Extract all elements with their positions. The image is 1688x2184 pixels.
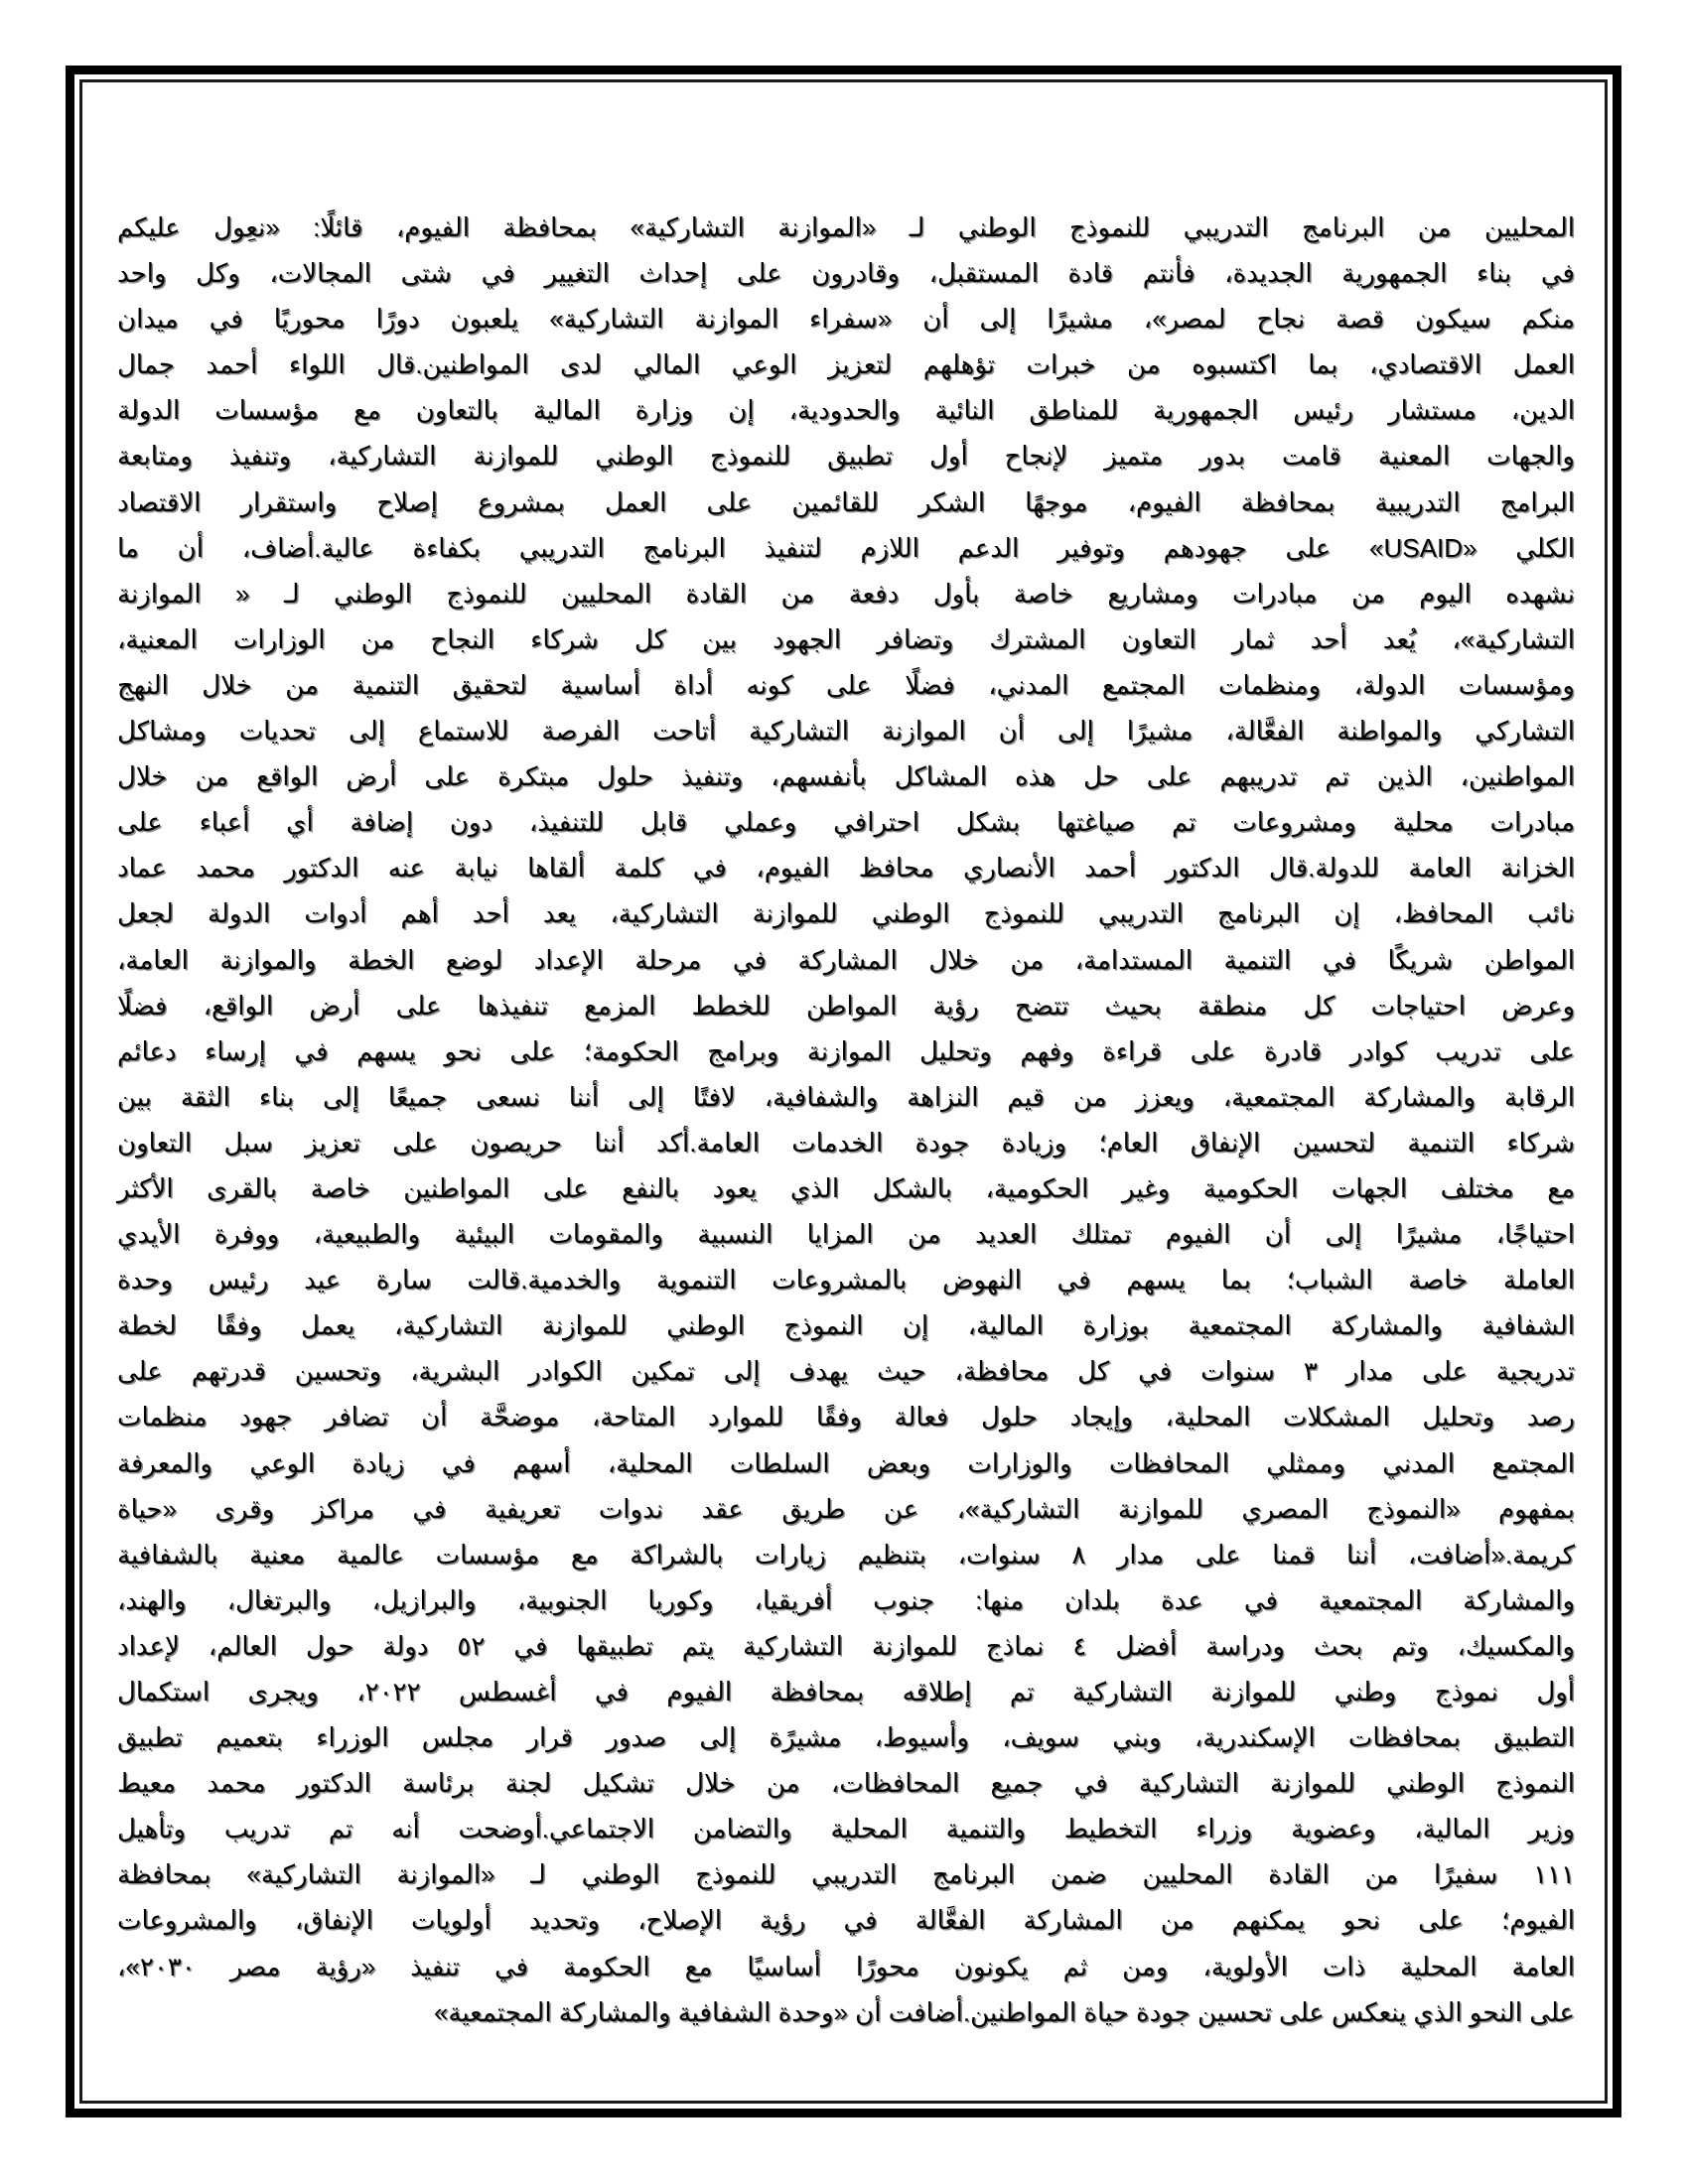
text-line: مع مختلف الجهات الحكومية وغير الحكومية، بالشكل الذي يعود بالنفع على المواطنين خاصة بالقرى الأكثر bbox=[117, 1172, 1575, 1203]
text-line: المحليين من البرنامج التدريبي للنموذج الوطني لـ «الموازنة التشاركية» بمحافظة الفيوم، قائلًا: «نعِول عليكم bbox=[117, 212, 1575, 242]
text-line: شركاء التنمية لتحسين الإنفاق العام؛ وزيادة جودة الخدمات العامة.أكد أننا حريصون على تعزيز سبل التعاون bbox=[117, 1127, 1575, 1158]
text-line: الرقابة والمشاركة المجتمعية، ويعزز من قيم النزاهة والشفافية، لافتًا إلى أننا نسعى جميعًا إلى بناء الثقة بين bbox=[117, 1081, 1575, 1112]
text-line: مبادرات محلية ومشروعات تم صياغتها بشكل احترافي وعملي قابل للتنفيذ، دون إضافة أي أعباء على bbox=[117, 807, 1575, 838]
text-line: الكلي «USAID» على جهودهم وتوفير الدعم اللازم لتنفيذ البرنامج التدريبي بكفاءة عالية.أضاف، أن ما bbox=[117, 532, 1576, 563]
text-line: التشاركية»، يُعد أحد ثمار التعاون المشترك وتضافر الجهود بين كل شركاء النجاح من الوزارات المعنية، bbox=[117, 623, 1575, 654]
text-line-last: على النحو الذي ينعكس على تحسين جودة حياة المواطنين.أضافت أن «وحدة الشفافية والمشاركة المجتمعية» bbox=[433, 1996, 1575, 2027]
text-line: والمشاركة المجتمعية في عدة بلدان منها: جنوب أفريقيا، وكوريا الجنوبية، والبرازيل، والبرتغال، والهند، bbox=[117, 1584, 1575, 1615]
text-line: احتياجًا، مشيرًا إلى أن الفيوم تمتلك العديد من المزايا النسبية والمقومات البيئية والطبيعية، ووفرة الأيدي bbox=[117, 1219, 1575, 1250]
text-line: الخزانة العامة للدولة.قال الدكتور أحمد الأنصاري محافظ الفيوم، في كلمة ألقاها نيابة عنه الدكتور محمد عماد bbox=[117, 853, 1575, 884]
text-line: بمفهوم «النموذج المصري للموازنة التشاركية»، عن طريق عقد ندوات تعريفية في مراكز وقرى «حياة bbox=[117, 1493, 1575, 1524]
text-line: التشاركي والمواطنة الفعَّالة، مشيرًا إلى أن الموازنة التشاركية أتاحت الفرصة للاستماع إلى تحديات ومشاكل bbox=[117, 716, 1575, 747]
text-line: العاملة خاصة الشباب؛ بما يسهم في النهوض بالمشروعات التنموية والخدمية.قالت سارة عيد رئيس وحدة bbox=[117, 1265, 1575, 1296]
text-line: العامة المحلية ذات الأولوية، ومن ثم يكونون محورًا أساسيًا مع الحكومة في تنفيذ «رؤية مصر ٢٠٣٠»، bbox=[117, 1951, 1575, 1981]
text-line: المواطن شريكًا في التنمية المستدامة، من خلال المشاركة في مرحلة الإعداد لوضع الخطة والموازنة العامة، bbox=[117, 944, 1575, 975]
text-line: في بناء الجمهورية الجديدة، فأنتم قادة المستقبل، وقادرون على إحداث التغيير في شتى المجالات، وكل واحد bbox=[117, 258, 1575, 289]
text-line: التطبيق بمحافظات الإسكندرية، وبني سويف، وأسيوط، مشيرًة إلى صدور قرار مجلس الوزراء بتعميم تطبيق bbox=[117, 1722, 1576, 1753]
text-line: نائب المحافظ، إن البرنامج التدريبي للنموذج الوطني للموازنة التشاركية، يعد أحد أهم أدوات الدولة لجعل bbox=[117, 898, 1575, 929]
text-line: ١١١ سفيرًا من القادة المحليين ضمن البرنامج التدريبي للنموذج الوطني لـ «الموازنة التشاركية» بمحافظة bbox=[117, 1859, 1575, 1890]
text-line: المجتمع المدني وممثلي المحافظات والوزارات وبعض السلطات المحلية، أسهم في زيادة الوعي والمعرفة bbox=[117, 1447, 1575, 1478]
text-line: المواطنين، الذين تم تدريبهم على حل هذه المشاكل بأنفسهم، وتنفيذ حلول مبتكرة على أرض الواقع من خلال bbox=[117, 761, 1575, 792]
article-body bbox=[117, 205, 1575, 2035]
text-line: البرامج التدريبية بمحافظة الفيوم، موجهًا الشكر للقائمين على العمل بمشروع إصلاح واستقرار الاقتصاد bbox=[117, 486, 1575, 517]
text-line: وعرض احتياجات كل منطقة بحيث تتضح رؤية المواطن للخطط المزمع تنفيذها على أرض الواقع، فضلًا bbox=[117, 990, 1575, 1021]
text-line: العمل الاقتصادي، بما اكتسبوه من خبرات تؤهلهم لتعزيز الوعي المالي لدى المواطنين.قال اللواء أحمد جمال bbox=[117, 349, 1575, 380]
text-line: النموذج الوطني للموازنة التشاركية في جميع المحافظات، من خلال تشكيل لجنة برئاسة الدكتور محمد معيط bbox=[117, 1768, 1575, 1799]
text-line: الفيوم؛ على نحو يمكنهم من المشاركة الفعَّالة في رؤية الإصلاح، وتحديد أولويات الإنفاق، والمشروعات bbox=[117, 1905, 1575, 1936]
text-line: على تدريب كوادر قادرة على قراءة وفهم وتحليل الموازنة وبرامج الحكومة؛ على نحو يسهم في إرساء دعائم bbox=[117, 1035, 1575, 1066]
text-line: تدريجية على مدار ٣ سنوات في كل محافظة، حيث يهدف إلى تمكين الكوادر البشرية، وتحسين قدرتهم على bbox=[117, 1356, 1576, 1387]
text-line: نشهده اليوم من مبادرات ومشاريع خاصة بأول دفعة من القادة المحليين للنموذج الوطني لـ « الموازنة bbox=[117, 578, 1575, 609]
text-line: منكم سيكون قصة نجاح لمصر»، مشيرًا إلى أن «سفراء الموازنة التشاركية» يلعبون دورًا محوريًا في ميدان bbox=[117, 304, 1575, 335]
text-line: الدين، مستشار رئيس الجمهورية للمناطق النائية والحدودية، إن وزارة المالية بالتعاون مع مؤسسات الدولة bbox=[117, 395, 1575, 426]
text-line: وزير المالية، وعضوية وزراء التخطيط والتنمية المحلية والتضامن الاجتماعي.أوضحت أنه تم تدريب وتأهيل bbox=[117, 1814, 1575, 1844]
text-line: أول نموذج وطني للموازنة التشاركية تم إطلاقه بمحافظة الفيوم في أغسطس ٢٠٢٢، ويجرى استكمال bbox=[117, 1677, 1575, 1706]
text-line: رصد وتحليل المشكلات المحلية، وإيجاد حلول فعالة وفقًا للموارد المتاحة، موضحَّة أن تضافر جهود منظمات bbox=[117, 1402, 1575, 1433]
text-line: والمكسيك، وتم بحث ودراسة أفضل ٤ نماذج للموازنة التشاركية يتم تطبيقها في ٥٢ دولة حول العالم، لإعداد bbox=[117, 1630, 1575, 1661]
text-line: والجهات المعنية قامت بدور متميز لإنجاح أول تطبيق للنموذج الوطني للموازنة التشاركية، وتنفيذ ومتابعة bbox=[117, 441, 1575, 472]
text-line: كريمة.«أضافت، أننا قمنا على مدار ٨ سنوات، بتنظيم زيارات بالشراكة مع مؤسسات عالمية معنية بالشفافية bbox=[117, 1539, 1576, 1570]
text-line: ومؤسسات الدولة، ومنظمات المجتمع المدني، فضلًا على كونه أداة أساسية لتحقيق التنمية من خلال النهج bbox=[117, 669, 1575, 700]
text-line: الشفافية والمشاركة المجتمعية بوزارة المالية، إن النموذج الوطني للموازنة التشاركية، يعمل وفقًا لخطة bbox=[117, 1310, 1575, 1341]
